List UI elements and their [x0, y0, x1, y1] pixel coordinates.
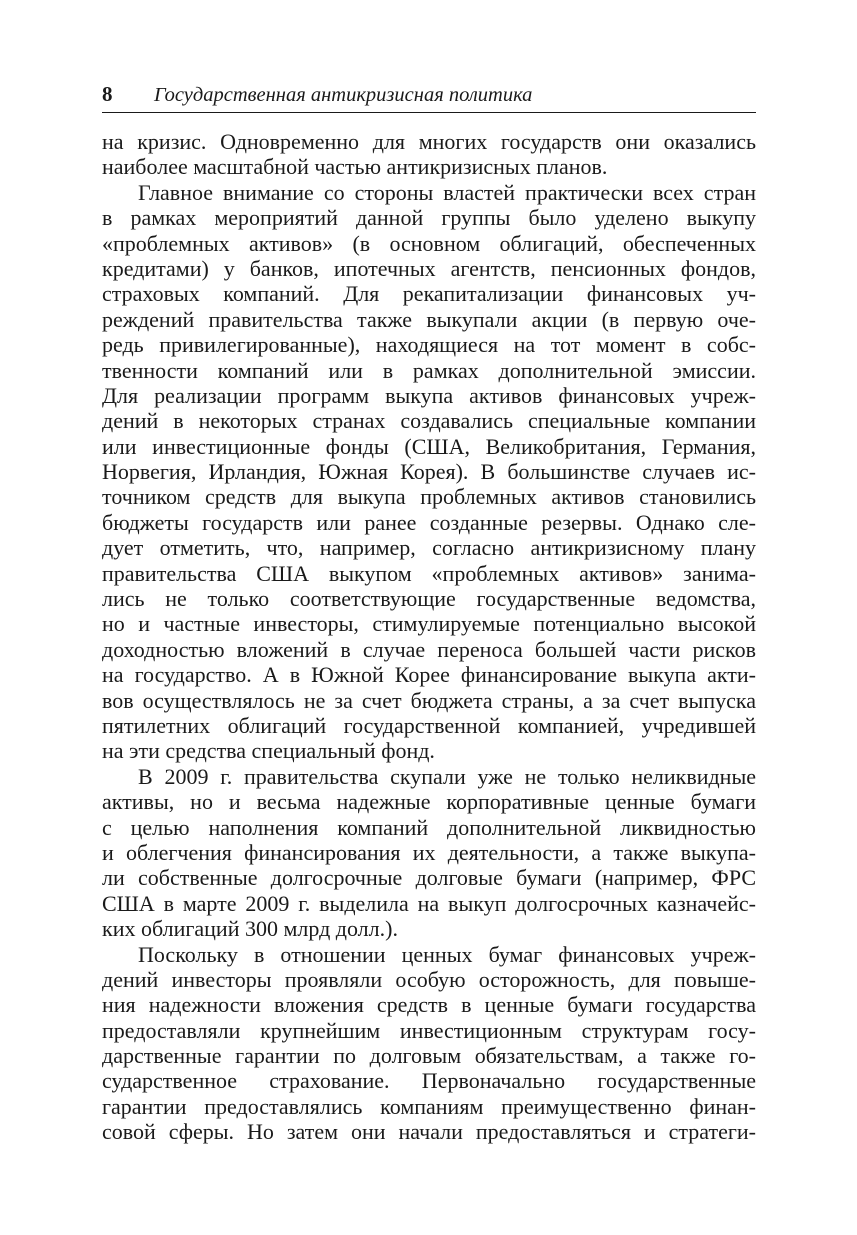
text-line: пятилетних облигаций государственной компанией, учредившей — [102, 712, 756, 738]
text-line: предоставляли крупнейшим инвестиционным структурам госу- — [102, 1017, 756, 1043]
text-line: дует отметить, что, например, согласно антикризисному плану — [102, 535, 756, 561]
text-line: активы, но и весьма надежные корпоративные ценные бумаги — [102, 789, 756, 815]
text-line: правительства США выкупом «проблемных активов» занима- — [102, 560, 756, 586]
text-line: редь привилегированные), находящиеся на тот момент в собс- — [102, 332, 756, 358]
text-line: Для реализации программ выкупа активов финансовых учреж- — [102, 382, 756, 408]
text-line: в рамках мероприятий данной группы было уделено выкупу — [102, 205, 756, 231]
running-header — [102, 82, 756, 113]
text-line: на кризис. Одновременно для многих государств они оказались — [102, 129, 756, 154]
text-line: лись не только соответствующие государственные ведомства, — [102, 586, 756, 612]
text-line: доходностью вложений в случае переноса большей части рисков — [102, 636, 756, 662]
running-title: Государственная антикризисная политика — [154, 84, 533, 106]
text-line: наиболее масштабной частью антикризисных планов. — [102, 154, 608, 180]
text-line: бюджеты государств или ранее созданные резервы. Однако сле- — [102, 509, 756, 535]
text-line: вов осуществлялось не за счет бюджета страны, а за счет выпуска — [102, 687, 756, 713]
text-line: твенности компаний или в рамках дополнительной эмиссии. — [102, 357, 756, 383]
text-line: кредитами) у банков, ипотечных агентств, пенсионных фондов, — [102, 255, 756, 281]
text-line: ли собственные долгосрочные долговые бумаги (например, ФРС — [102, 865, 756, 891]
text-line: точником средств для выкупа проблемных активов становились — [102, 484, 756, 510]
text-line: и облегчения финансирования их деятельности, а также выкупа- — [102, 839, 756, 865]
text-line: дений инвесторы проявляли особую осторожность, для повыше- — [102, 966, 756, 992]
text-line: Главное внимание со стороны властей практически всех стран — [138, 179, 756, 205]
body-text — [102, 129, 756, 1145]
text-line: страховых компаний. Для рекапитализации финансовых уч- — [102, 281, 756, 307]
text-line: гарантии предоставлялись компаниям преимущественно финан- — [102, 1093, 756, 1119]
text-line: реждений правительства также выкупали акции (в первую оче- — [102, 306, 756, 332]
text-line: или инвестиционные фонды (США, Великобритания, Германия, — [102, 433, 756, 459]
text-line: В 2009 г. правительства скупали уже не только неликвидные — [138, 763, 756, 789]
text-line: на государство. А в Южной Корее финансирование выкупа акти- — [102, 662, 756, 688]
text-line: Поскольку в отношении ценных бумаг финансовых учреж- — [138, 941, 756, 967]
text-line: с целью наполнения компаний дополнительной ликвидностью — [102, 814, 756, 840]
text-line: совой сферы. Но затем они начали предоставляться и стратеги- — [102, 1119, 756, 1145]
text-line: ких облигаций 300 млрд долл.). — [102, 916, 398, 942]
book-page — [102, 82, 756, 1145]
text-line: Норвегия, Ирландия, Южная Корея). В большинстве случаев ис- — [102, 459, 756, 485]
text-line: ния надежности вложения средств в ценные бумаги государства — [102, 992, 756, 1018]
text-line: «проблемных активов» (в основном облигаций, обеспеченных — [102, 230, 756, 256]
text-line: но и частные инвесторы, стимулируемые потенциально высокой — [102, 611, 756, 637]
text-line: сударственное страхование. Первоначально государственные — [102, 1068, 756, 1094]
page-number: 8 — [102, 82, 113, 106]
text-line: дений в некоторых странах создавались специальные компании — [102, 408, 756, 434]
text-line: дарственные гарантии по долговым обязательствам, а также го- — [102, 1043, 756, 1069]
text-line: США в марте 2009 г. выделила на выкуп долгосрочных казначейс- — [102, 890, 756, 916]
text-line: на эти средства специальный фонд. — [102, 738, 435, 764]
